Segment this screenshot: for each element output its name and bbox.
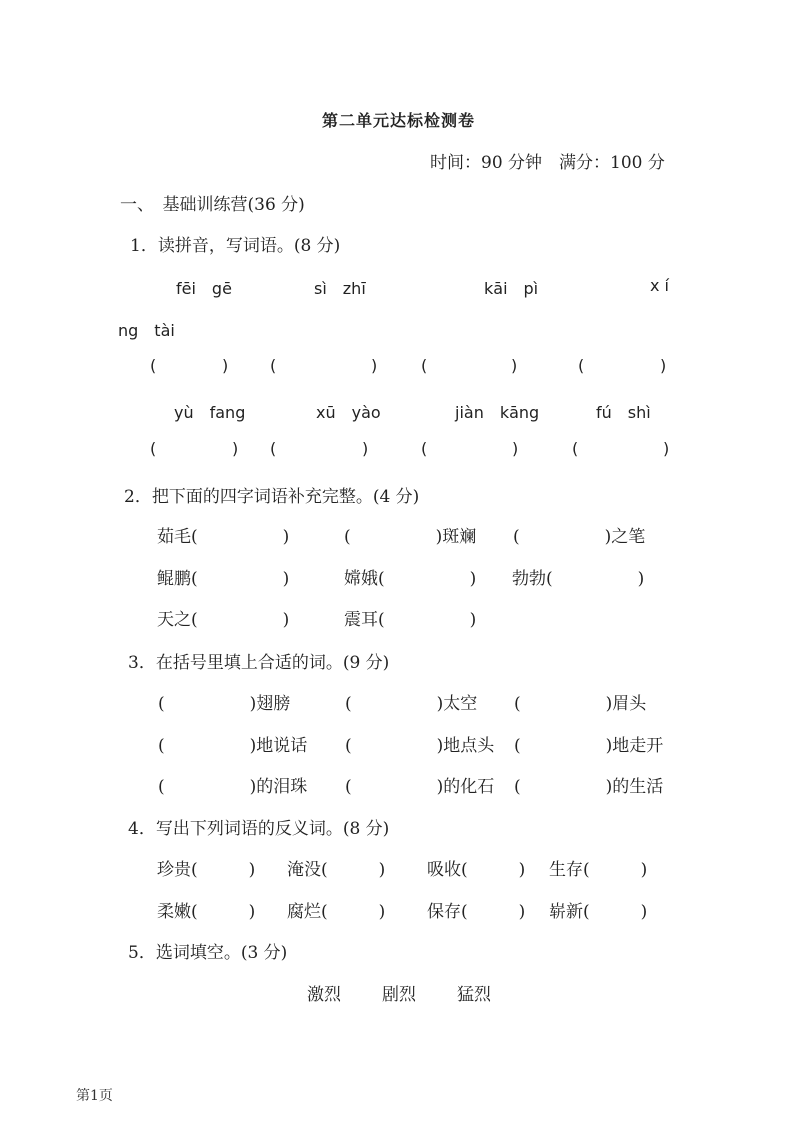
- fill-item[interactable]: ( )地说话: [158, 736, 308, 756]
- blank-close: ): [222, 356, 229, 375]
- antonym-item[interactable]: 生存( ): [549, 860, 648, 880]
- antonym-item[interactable]: 腐烂( ): [287, 902, 386, 922]
- exam-meta: 时间：90 分钟 满分：100 分: [430, 153, 665, 173]
- idiom-item[interactable]: 天之( ): [157, 610, 290, 630]
- question-5-prompt: 5．选词填空。(3 分): [128, 943, 288, 963]
- pinyin: xū yào: [316, 403, 381, 422]
- blank-open: (: [572, 439, 579, 458]
- word-option: 猛烈: [457, 985, 491, 1005]
- idiom-item[interactable]: 震耳( ): [344, 610, 477, 630]
- pinyin: fú shì: [596, 403, 651, 422]
- fill-item[interactable]: ( )太空: [345, 694, 478, 714]
- question-3-prompt: 3．在括号里填上合适的词。(9 分): [128, 653, 390, 673]
- question-4-prompt: 4．写出下列词语的反义词。(8 分): [128, 819, 390, 839]
- fill-item[interactable]: ( )地点头: [345, 736, 495, 756]
- fill-item[interactable]: ( )的泪珠: [158, 777, 308, 797]
- word-option: 激烈: [307, 985, 341, 1005]
- blank-close: ): [512, 439, 519, 458]
- page-title: 第二单元达标检测卷: [322, 111, 476, 130]
- blank-close: ): [371, 356, 378, 375]
- blank-open: (: [578, 356, 585, 375]
- pinyin: fēi gē: [176, 279, 232, 298]
- pinyin: kāi pì: [484, 279, 539, 298]
- word-option: 剧烈: [382, 985, 416, 1005]
- idiom-item[interactable]: 鲲鹏( ): [157, 569, 290, 589]
- idiom-item[interactable]: 嫦娥( ): [344, 569, 477, 589]
- blank-open: (: [421, 356, 428, 375]
- blank-close: ): [232, 439, 239, 458]
- fill-item[interactable]: ( )地走开: [514, 736, 664, 756]
- blank-open: (: [150, 439, 157, 458]
- blank-open: (: [421, 439, 428, 458]
- blank-open: (: [150, 356, 157, 375]
- blank-open: (: [270, 356, 277, 375]
- question-1-prompt: 1．读拼音，写词语。(8 分): [130, 236, 341, 256]
- pinyin-wrap: ng tài: [118, 321, 175, 340]
- antonym-item[interactable]: 保存( ): [427, 902, 526, 922]
- page-number: 第1页: [76, 1088, 113, 1104]
- question-2-prompt: 2．把下面的四字词语补充完整。(4 分): [124, 487, 420, 507]
- antonym-item[interactable]: 珍贵( ): [157, 860, 256, 880]
- section-heading: 一、 基础训练营(36 分): [120, 195, 305, 215]
- fill-item[interactable]: ( )翅膀: [158, 694, 291, 714]
- antonym-item[interactable]: 淹没( ): [287, 860, 386, 880]
- blank-close: ): [362, 439, 369, 458]
- fill-item[interactable]: ( )的化石: [345, 777, 495, 797]
- fill-item[interactable]: ( )眉头: [514, 694, 647, 714]
- pinyin: yù fang: [174, 403, 246, 422]
- pinyin: sì zhī: [314, 279, 366, 298]
- antonym-item[interactable]: 柔嫩( ): [157, 902, 256, 922]
- idiom-item[interactable]: 勃勃( ): [512, 569, 645, 589]
- idiom-item[interactable]: ( )斑斓: [344, 527, 477, 547]
- fill-item[interactable]: ( )的生活: [514, 777, 664, 797]
- blank-close: ): [660, 356, 667, 375]
- idiom-item[interactable]: 茹毛( ): [157, 527, 290, 547]
- blank-close: ): [511, 356, 518, 375]
- pinyin: x í: [650, 276, 669, 295]
- blank-open: (: [270, 439, 277, 458]
- pinyin: jiàn kāng: [455, 403, 540, 422]
- antonym-item[interactable]: 崭新( ): [549, 902, 648, 922]
- antonym-item[interactable]: 吸收( ): [427, 860, 526, 880]
- blank-close: ): [663, 439, 670, 458]
- idiom-item[interactable]: ( )之笔: [513, 527, 646, 547]
